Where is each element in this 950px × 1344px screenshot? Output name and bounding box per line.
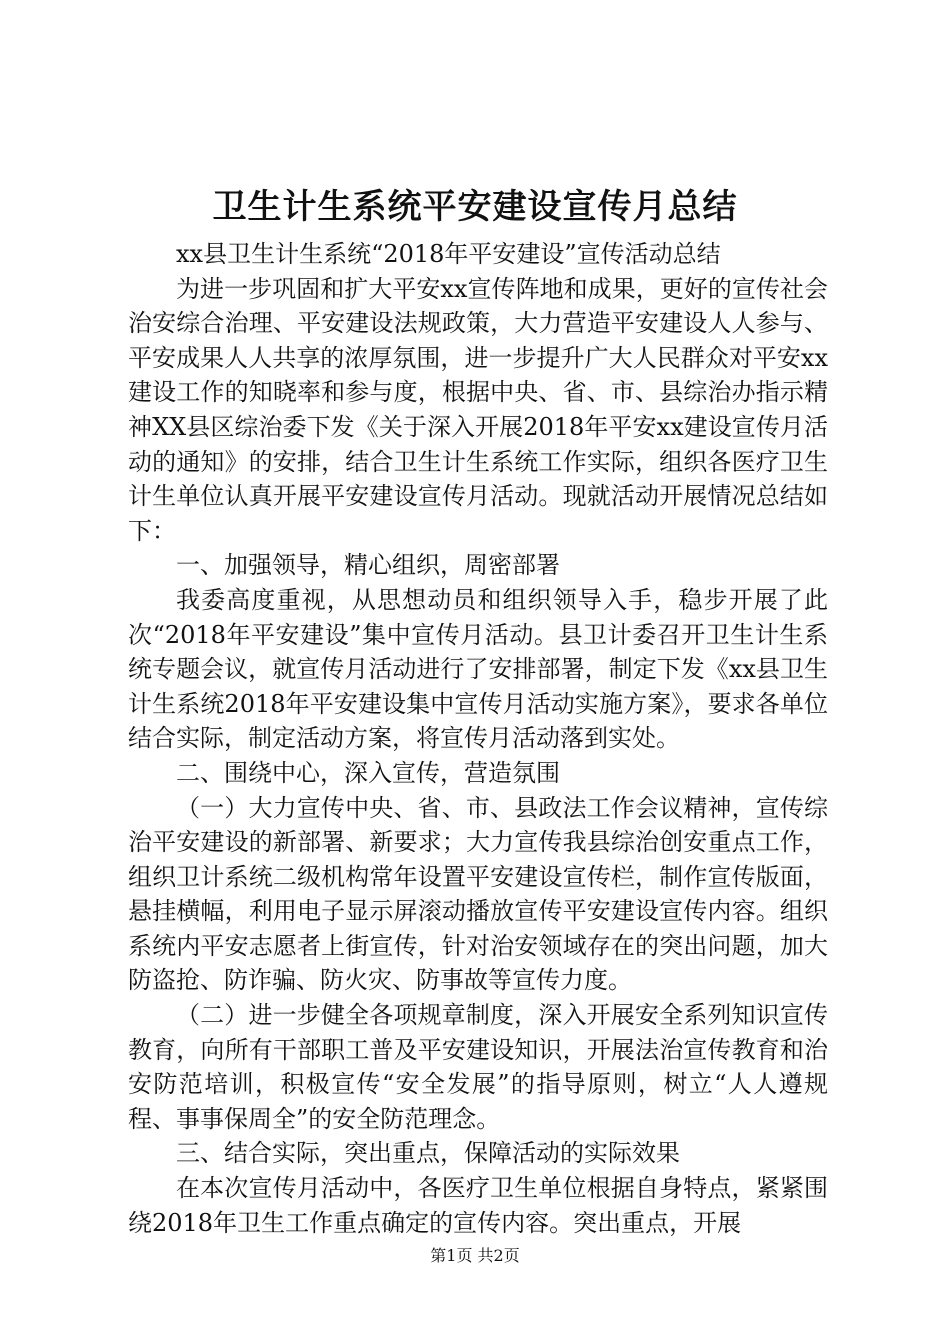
document-body [128,237,828,1240]
section-heading-1: 一、加强领导，精心组织，周密部署 [176,551,560,580]
document-title: 卫生计生系统平安建设宣传月总结 [212,187,738,227]
page-footer: 第1页 共2页 [430,1246,520,1265]
section-heading-3: 三、结合实际，突出重点，保障活动的实际效果 [176,1139,680,1168]
paragraph-section-1: 我委高度重视，从思想动员和组织领导入手，稳步开展了此次“2018年平安建设”集中宣传月活动。县卫计委召开卫生计生系统专题会议，就宣传月活动进行了安排部署，制定下发《xx县卫生计生系统2018年平安建设集中宣传月活动实施方案》，要求各单位结合实际，制定活动方案，将宣传月活动落到实处。 [128,585,828,753]
paragraph-section-2-item-2: （二）进一步健全各项规章制度，深入开展安全系列知识宣传教育，向所有干部职工普及平安建设知识，开展法治宣传教育和治安防范培训，积极宣传“安全发展”的指导原则，树立“人人遵规程、事事保周全”的安全防范理念。 [128,1001,828,1133]
paragraph-subtitle: xx县卫生计生系统“2018年平安建设”宣传活动总结 [176,240,721,268]
section-heading-2: 二、围绕中心，深入宣传，营造氛围 [176,758,560,787]
paragraph-section-2-item-1: （一）大力宣传中央、省、市、县政法工作会议精神，宣传综治平安建设的新部署、新要求；大力宣传我县综治创安重点工作，组织卫计系统二级机构常年设置平安建设宣传栏，制作宣传版面，悬挂横幅，利用电子显示屏滚动播放宣传平安建设宣传内容。组织系统内平安志愿者上街宣传，针对治安领域存在的突出问题，加大防盗抢、防诈骗、防火灾、防事故等宣传力度。 [128,793,828,995]
paragraph-section-3: 在本次宣传月活动中，各医疗卫生单位根据自身特点，紧紧围绕2018年卫生工作重点确定的宣传内容。突出重点，开展 [128,1174,828,1237]
paragraph-intro: 为进一步巩固和扩大平安xx宣传阵地和成果，更好的宣传社会治安综合治理、平安建设法规政策，大力营造平安建设人人参与、平安成果人人共享的浓厚氛围，进一步提升广大人民群众对平安xx建设工作的知晓率和参与度，根据中央、省、市、县综治办指示精神XX县区综治委下发《关于深入开展2018年平安xx建设宣传月活动的通知》的安排，结合卫生计生系统工作实际，组织各医疗卫生计生单位认真开展平安建设宣传月活动。现就活动开展情况总结如下： [128,274,828,545]
